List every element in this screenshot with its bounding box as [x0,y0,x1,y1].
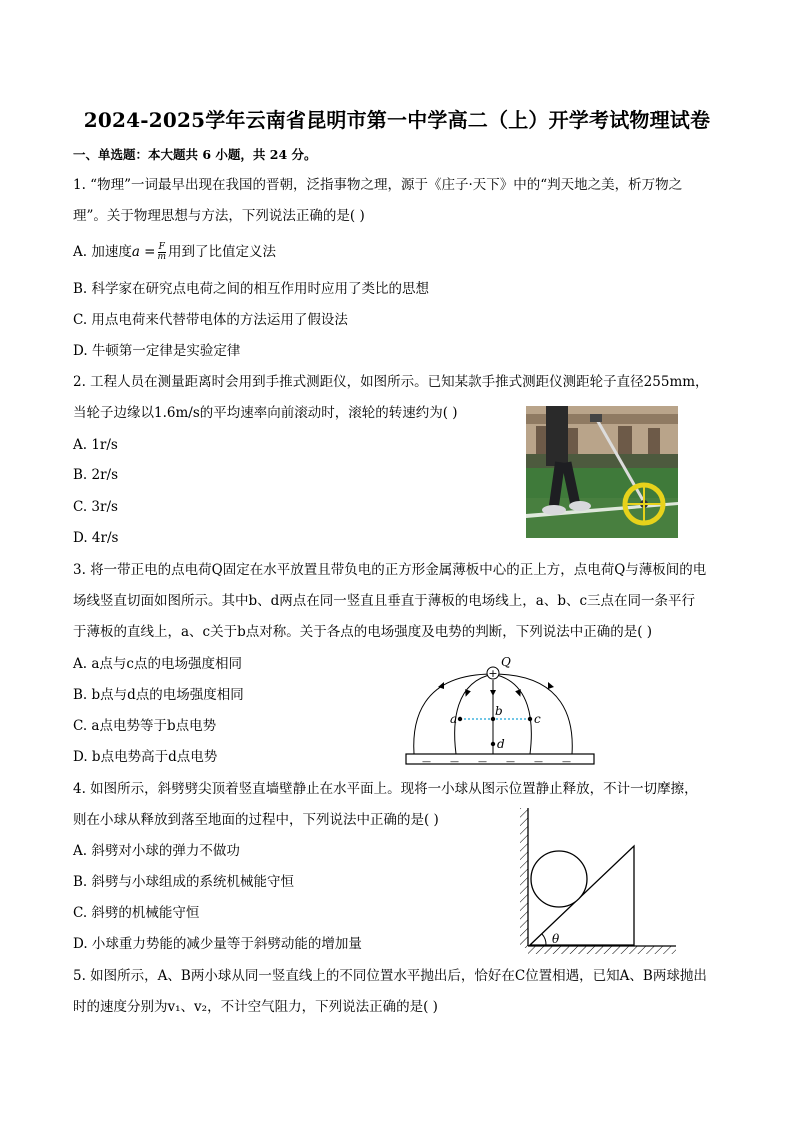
q3-stem-line1: 3. 将一带正电的点电荷Q固定在水平放置且带负电的正方形金属薄板中心的正上方，点电荷Q与薄板间的电 [73,562,707,578]
q1-frac-numerator: F [158,242,165,252]
q3-stem-line2: 场线竖直切面如图所示。其中b、d两点在同一竖直且垂直于薄板的电场线上，a、b、c三点在同一条平行 [73,593,696,609]
q1-option-d: D. 牛顿第一定律是实验定律 [73,343,241,359]
q3-stem-line3: 于薄板的直线上，a、c关于b点对称。关于各点的电场强度及电势的判断，下列说法中正确的是( ) [73,624,653,640]
field-line-inner-left [455,674,493,754]
q1-formula-fraction [158,243,167,262]
label-b: b [495,704,503,718]
q1-formula-lhs: a = [131,244,156,260]
q1-option-a [73,243,276,262]
plate-minus-3: — [478,757,487,767]
plate-minus-4: — [506,757,515,767]
q5-stem-line2: 时的速度分别为v₁、v₂，不计空气阻力，下列说法正确的是( ) [73,999,438,1015]
q4-option-d: D. 小球重力势能的减少量等于斜劈动能的增加量 [73,936,362,952]
q5-stem-line1: 5. 如图所示，A、B两小球从同一竖直线上的不同位置水平抛出后，恰好在C位置相遇，已知A、B两球抛出 [73,968,707,984]
q2-option-a: A. 1r/s [73,437,118,453]
electric-field-diagram [400,652,600,770]
q1-frac-denominator: m [157,252,167,262]
q3-option-c: C. a点电势等于b点电势 [73,718,217,734]
label-a: a [450,712,458,726]
label-c: c [534,712,541,726]
measuring-wheel-illustration [526,406,678,538]
q4-option-a: A. 斜劈对小球的弹力不做功 [73,843,240,859]
q3-option-a: A. a点与c点的电场强度相同 [73,656,242,672]
field-arrow-5 [548,682,554,689]
plate-minus-6: — [562,757,571,767]
charge-plus-sign: + [488,667,498,680]
floor-hatch [528,946,676,954]
point-a [458,717,462,721]
point-d [491,742,495,746]
q1-stem-line1: 1. “物理”一词最早出现在我国的晋朝，泛指事物之理，源于《庄子·天下》中的“判天地之美，析万物之 [73,177,683,193]
q1-option-a-prefix: A. 加速度 [73,244,132,260]
q1-option-b: B. 科学家在研究点电荷之间的相互作用时应用了类比的思想 [73,281,430,297]
q3-option-d: D. b点电势高于d点电势 [73,749,218,765]
measuring-wheel-photo [526,406,678,538]
q2-option-b: B. 2r/s [73,467,119,483]
label-q: Q [501,655,511,669]
label-theta: θ [552,932,560,946]
plate-minus-2: — [450,757,459,767]
point-c [528,717,532,721]
ball [531,851,587,907]
wall-hatch [520,808,528,948]
section-heading: 一、单选题：本大题共 6 小题，共 24 分。 [73,147,317,162]
q1-option-a-suffix: 用到了比值定义法 [168,244,277,260]
q2-stem-line1: 2. 工程人员在测量距离时会用到手推式测距仪，如图所示。已知某款手推式测距仪测距轮子直径255mm， [73,374,709,390]
q4-option-b: B. 斜劈与小球组成的系统机械能守恒 [73,874,295,890]
q4-stem-line2: 则在小球从释放到落至地面的过程中，下列说法中正确的是( ) [73,812,439,828]
page-title: 2024-2025学年云南省昆明市第一中学高二（上）开学考试物理试卷 [83,108,711,132]
field-line-outer-right [493,674,572,754]
q1-option-c: C. 用点电荷来代替带电体的方法运用了假设法 [73,312,348,328]
q3-option-b: B. b点与d点的电场强度相同 [73,687,244,703]
q2-stem-line2: 当轮子边缘以1.6m/s的平均速率向前滚动时，滚轮的转速约为( ) [73,405,458,421]
wedge-diagram [516,804,680,958]
q2-option-c: C. 3r/s [73,499,118,515]
q4-stem-line1: 4. 如图所示，斜劈劈尖顶着竖直墙壁静止在水平面上。现将一小球从图示位置静止释放，不计一切摩擦， [73,781,698,797]
label-d: d [497,737,505,751]
field-arrow-3 [490,690,496,696]
plate-minus-1: — [422,757,431,767]
plate-minus-5: — [534,757,543,767]
q1-stem-line2: 理”。关于物理思想与方法，下列说法正确的是( ) [73,208,365,224]
q4-option-c: C. 斜劈的机械能守恒 [73,905,200,921]
q2-option-d: D. 4r/s [73,530,119,546]
